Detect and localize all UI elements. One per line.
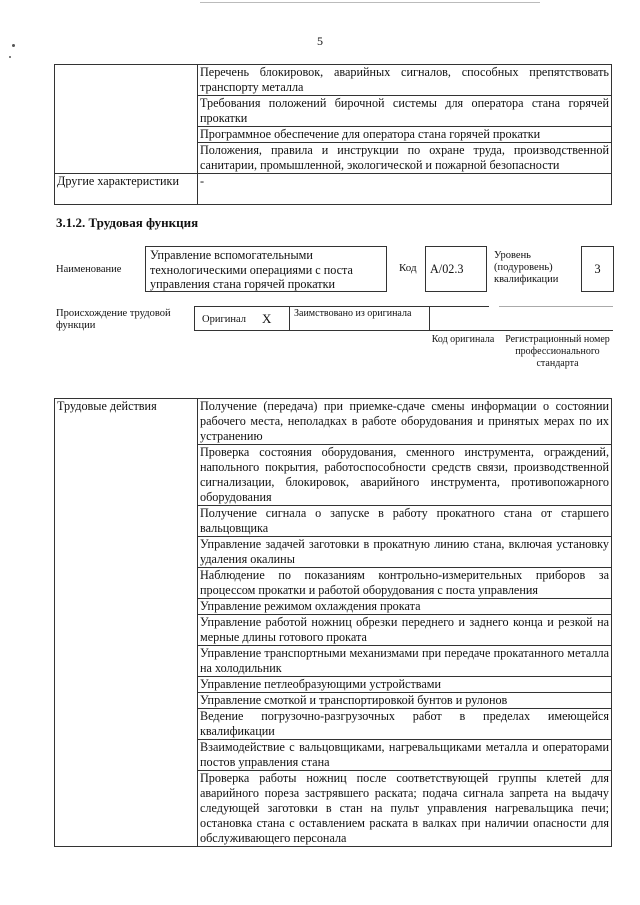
other-characteristics-label: Другие характеристики — [55, 174, 198, 205]
original-cell — [195, 306, 290, 331]
table-row — [55, 65, 612, 96]
labor-action-item: Ведение погрузочно-разгрузочных работ в пределах имеющейся квалификации — [198, 709, 612, 740]
scan-top-line — [200, 2, 540, 3]
caption-reg-number: Регистрационный номер профессионального стандарта — [505, 334, 610, 369]
labor-action-item: Проверка работы ножниц после соответствующей группы клетей для аварийного пореза застрявшего раската; подача сигнала запрета на выдачу следующей заготовки в стан на пульт управления нагревальщика печи; остановка стана с оставлением раската в валках при наличии опасности для обслуживающего персонала — [198, 771, 612, 847]
borrowed-label: Заимствовано из оригинала — [294, 308, 412, 319]
labor-action-item: Управление режимом охлаждения проката — [198, 599, 612, 615]
table-row — [55, 174, 612, 205]
labor-action-item: Получение (передача) при приемке-сдаче смены информации о состоянии рабочего места, неполадках в работе оборудования и принятых мерах по их устранению — [198, 399, 612, 445]
requirement-item: Положения, правила и инструкции по охране труда, производственной санитарии, промышленной, экологической и пожарной безопасности — [198, 143, 612, 174]
code-label: Код — [399, 262, 417, 274]
borrowed-cell — [289, 306, 430, 331]
labor-actions-table — [54, 398, 612, 847]
labor-action-item: Управление транспортными механизмами при передаче прокатанного металла на холодильник — [198, 646, 612, 677]
requirement-item: Программное обеспечение для оператора стана горячей прокатки — [198, 127, 612, 143]
caption-code-original: Код оригинала — [431, 334, 495, 345]
labor-action-item: Управление смоткой и транспортировкой бунтов и рулонов — [198, 693, 612, 709]
empty-label-cell — [55, 65, 198, 174]
reg-number-line — [499, 306, 613, 307]
function-name: Управление вспомогательными технологическими операциями с поста управления стана горячей прокатки — [150, 248, 353, 291]
original-label: Оригинал — [202, 314, 246, 325]
labor-action-item: Взаимодействие с вальцовщиками, нагревальщиками металла и операторами постов управления стана — [198, 740, 612, 771]
labor-action-item: Управление задачей заготовки в прокатную линию стана, включая установку удаления окалины — [198, 537, 612, 568]
labor-action-item: Управление работой ножниц обрезки переднего и заднего конца и резкой на мерные длины готового проката — [198, 615, 612, 646]
labor-action-item: Проверка состояния оборудования, сменного инструмента, ограждений, напольного покрытия, работоспособности средств связи, производственной сигнализации, блокировок, аварийного инструмента, противопожарного оборудования — [198, 445, 612, 506]
original-mark: X — [262, 311, 272, 326]
code-value: А/02.3 — [430, 262, 464, 276]
other-characteristics-value: - — [198, 174, 612, 205]
labor-actions-label: Трудовые действия — [55, 399, 198, 847]
requirement-item: Требования положений бирочной системы для оператора стана горячей прокатки — [198, 96, 612, 127]
origin-box — [194, 306, 613, 331]
labor-action-item: Управление петлеобразующими устройствами — [198, 677, 612, 693]
labor-action-item: Наблюдение по показаниям контрольно-измерительных приборов за процессом прокатки и работой оборудования с поста управления — [198, 568, 612, 599]
name-box — [145, 246, 387, 292]
level-box — [581, 246, 614, 292]
origin-label: Происхождение трудовой функции — [56, 308, 171, 331]
labor-action-item: Получение сигнала о запуске в работу прокатного стана от старшего вальцовщика — [198, 506, 612, 537]
code-original-cell — [429, 306, 489, 331]
scan-speck — [9, 56, 11, 58]
level-label: Уровень (подуровень) квалификации — [494, 250, 559, 285]
level-value: 3 — [594, 262, 601, 276]
requirement-item: Перечень блокировок, аварийных сигналов, способных препятствовать транспорту металла — [198, 65, 612, 96]
requirements-table — [54, 64, 612, 205]
name-label: Наименование — [56, 264, 122, 275]
code-box — [425, 246, 487, 292]
section-heading: 3.1.2. Трудовая функция — [56, 215, 199, 230]
page-number: 5 — [317, 34, 323, 48]
table-row — [55, 399, 612, 445]
